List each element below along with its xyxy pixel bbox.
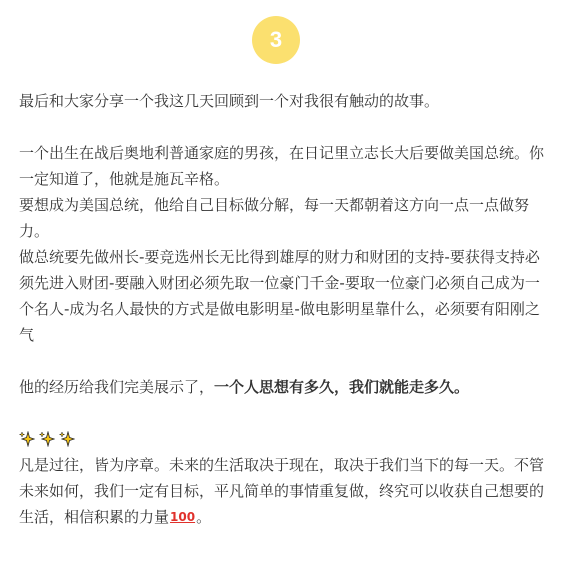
story-paragraph-2: 要想成为美国总统，他给自己目标做分解，每一天都朝着这方向一点一点做努力。 — [19, 196, 530, 240]
sparkle-icon — [39, 431, 55, 447]
sparkle-icon — [59, 431, 75, 447]
closing-paragraph — [19, 452, 549, 530]
sparkle-icon — [19, 431, 35, 447]
closing-suffix: 。 — [196, 508, 212, 526]
section-number: 3 — [269, 27, 283, 52]
sparkles-row — [19, 426, 549, 452]
hundred-points-icon: 100 — [170, 510, 196, 524]
story-paragraph-3: 做总统要先做州长-要竞选州长无比得到雄厚的财力和财团的支持-要获得支持必须先进入财团-要融入财团必须先取一位豪门千金-要取一位豪门必须自己成为一个名人-成为名人最快的方式是做电影明星-做电影明星靠什么，必须要有阳刚之气 — [19, 248, 540, 344]
closing-text: 凡是过往，皆为序章。未来的生活取决于现在，取决于我们当下的每一天。不管未来如何，我们一定有目标，平凡简单的事情重复做，终究可以收获自己想要的生活，相信积累的力量 — [19, 456, 545, 526]
article-body — [19, 88, 549, 530]
section-number-badge — [252, 16, 300, 64]
conclusion-prefix: 他的经历给我们完美展示了， — [19, 378, 215, 396]
intro-paragraph: 最后和大家分享一个我这几天回顾到一个对我很有触动的故事。 — [19, 92, 440, 110]
conclusion-bold: 一个人思想有多久，我们就能走多久。 — [214, 378, 470, 396]
conclusion-paragraph — [19, 374, 549, 400]
story-paragraph-1: 一个出生在战后奥地利普通家庭的男孩，在日记里立志长大后要做美国总统。你一定知道了，他就是施瓦辛格。 — [19, 144, 545, 188]
